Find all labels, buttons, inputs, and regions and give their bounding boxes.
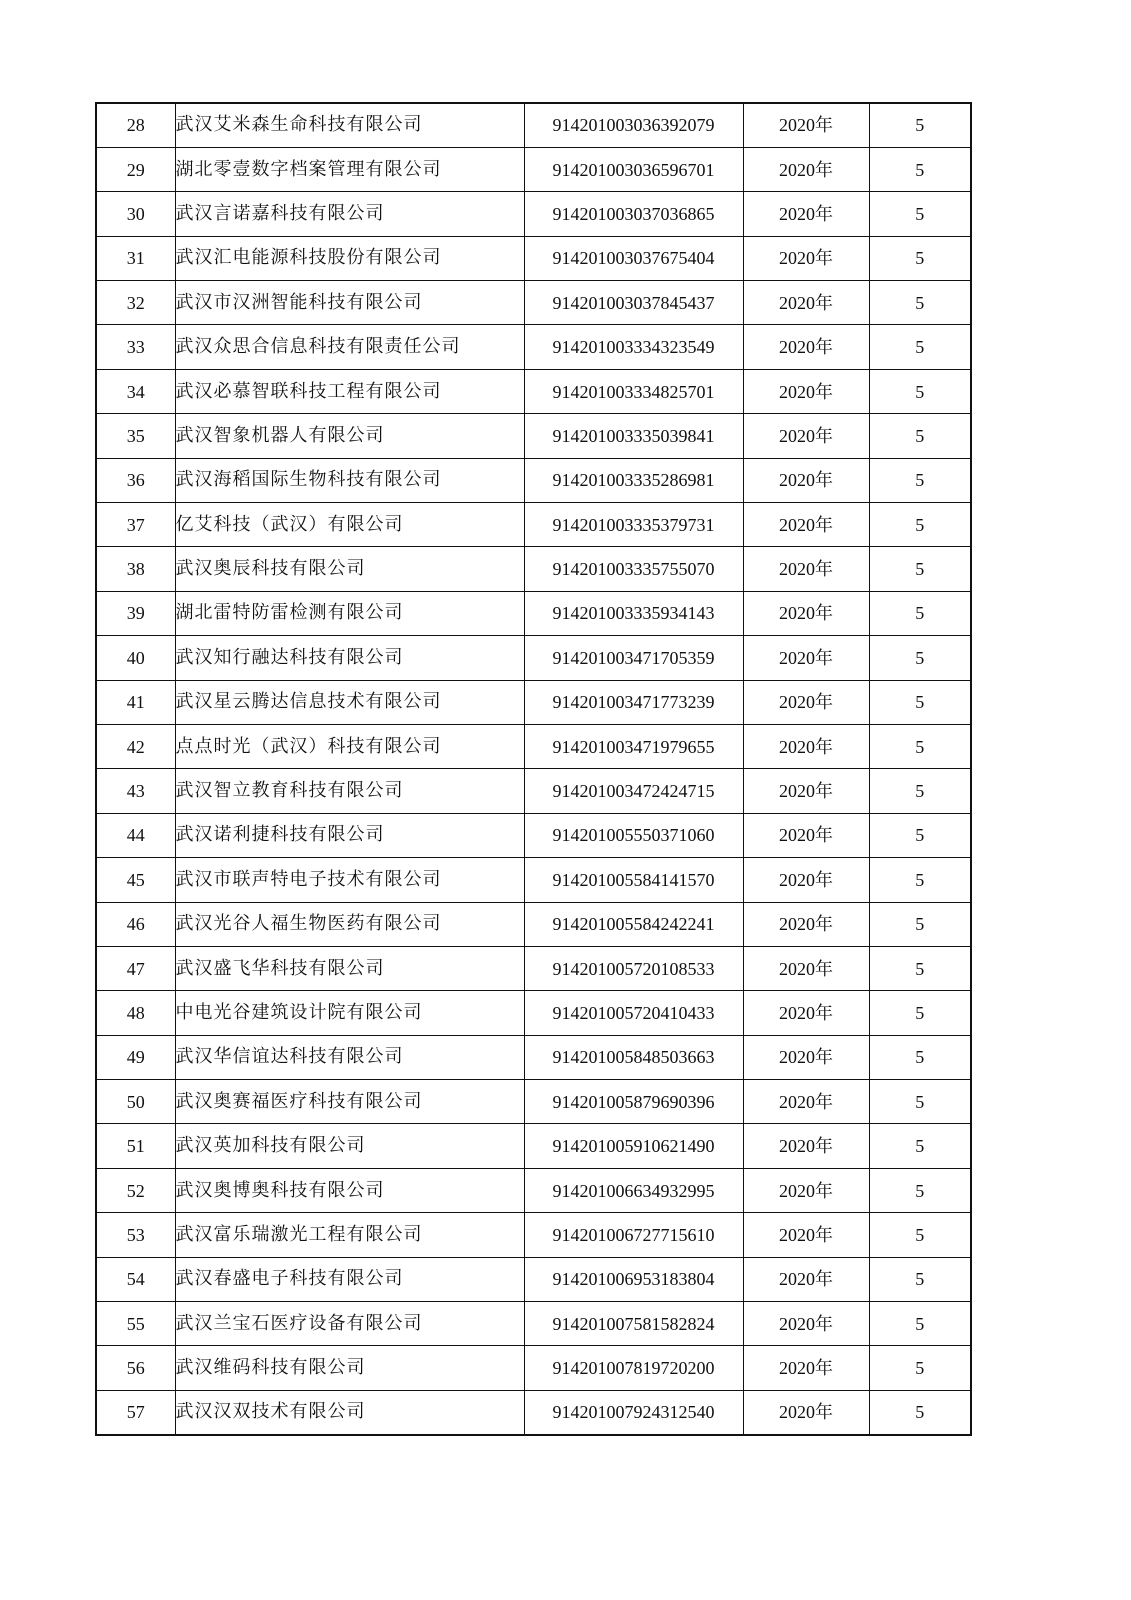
score-cell: 5	[869, 547, 971, 591]
year-cell: 2020年	[743, 1346, 869, 1390]
company-name-cell: 湖北雷特防雷检测有限公司	[175, 591, 524, 635]
year-cell: 2020年	[743, 325, 869, 369]
table-row	[96, 1346, 971, 1390]
row-index-cell: 35	[96, 414, 175, 458]
credit-code-cell: 914201005720410433	[524, 991, 743, 1035]
table-row	[96, 1124, 971, 1168]
score-cell: 5	[869, 858, 971, 902]
year-cell: 2020年	[743, 902, 869, 946]
company-name-cell: 武汉星云腾达信息技术有限公司	[175, 680, 524, 724]
score-cell: 5	[869, 769, 971, 813]
credit-code-cell: 914201005550371060	[524, 813, 743, 857]
year-cell: 2020年	[743, 281, 869, 325]
company-name-cell: 武汉众思合信息科技有限责任公司	[175, 325, 524, 369]
score-cell: 5	[869, 281, 971, 325]
score-cell: 5	[869, 1257, 971, 1301]
credit-code-cell: 914201005879690396	[524, 1080, 743, 1124]
company-name-cell: 武汉艾米森生命科技有限公司	[175, 103, 524, 147]
year-cell: 2020年	[743, 724, 869, 768]
table-row	[96, 103, 971, 147]
score-cell: 5	[869, 1124, 971, 1168]
year-cell: 2020年	[743, 414, 869, 458]
year-cell: 2020年	[743, 1035, 869, 1079]
score-cell: 5	[869, 192, 971, 236]
table-row	[96, 591, 971, 635]
table-row	[96, 1080, 971, 1124]
table-row	[96, 1257, 971, 1301]
credit-code-cell: 914201005584141570	[524, 858, 743, 902]
company-name-cell: 武汉奥博奥科技有限公司	[175, 1168, 524, 1212]
table-row	[96, 680, 971, 724]
credit-code-cell: 914201003036596701	[524, 147, 743, 191]
table-row	[96, 503, 971, 547]
company-name-cell: 湖北零壹数字档案管理有限公司	[175, 147, 524, 191]
score-cell: 5	[869, 1390, 971, 1434]
row-index-cell: 30	[96, 192, 175, 236]
score-cell: 5	[869, 1168, 971, 1212]
company-name-cell: 武汉春盛电子科技有限公司	[175, 1257, 524, 1301]
credit-code-cell: 914201003335755070	[524, 547, 743, 591]
company-name-cell: 点点时光（武汉）科技有限公司	[175, 724, 524, 768]
row-index-cell: 34	[96, 369, 175, 413]
score-cell: 5	[869, 369, 971, 413]
company-name-cell: 武汉诺利捷科技有限公司	[175, 813, 524, 857]
company-table	[95, 102, 972, 1436]
row-index-cell: 49	[96, 1035, 175, 1079]
year-cell: 2020年	[743, 591, 869, 635]
credit-code-cell: 914201006727715610	[524, 1213, 743, 1257]
company-name-cell: 武汉维码科技有限公司	[175, 1346, 524, 1390]
score-cell: 5	[869, 946, 971, 990]
score-cell: 5	[869, 680, 971, 724]
table-row	[96, 991, 971, 1035]
table-row	[96, 1035, 971, 1079]
credit-code-cell: 914201007819720200	[524, 1346, 743, 1390]
score-cell: 5	[869, 1302, 971, 1346]
year-cell: 2020年	[743, 458, 869, 502]
row-index-cell: 31	[96, 236, 175, 280]
credit-code-cell: 914201006634932995	[524, 1168, 743, 1212]
company-name-cell: 武汉知行融达科技有限公司	[175, 636, 524, 680]
table-row	[96, 325, 971, 369]
table-row	[96, 458, 971, 502]
row-index-cell: 44	[96, 813, 175, 857]
row-index-cell: 33	[96, 325, 175, 369]
credit-code-cell: 914201003471979655	[524, 724, 743, 768]
year-cell: 2020年	[743, 1080, 869, 1124]
score-cell: 5	[869, 1213, 971, 1257]
credit-code-cell: 914201003335934143	[524, 591, 743, 635]
credit-code-cell: 914201003037675404	[524, 236, 743, 280]
row-index-cell: 57	[96, 1390, 175, 1434]
row-index-cell: 46	[96, 902, 175, 946]
row-index-cell: 40	[96, 636, 175, 680]
company-name-cell: 武汉盛飞华科技有限公司	[175, 946, 524, 990]
year-cell: 2020年	[743, 769, 869, 813]
table-row	[96, 813, 971, 857]
year-cell: 2020年	[743, 858, 869, 902]
score-cell: 5	[869, 636, 971, 680]
year-cell: 2020年	[743, 1213, 869, 1257]
year-cell: 2020年	[743, 1390, 869, 1434]
year-cell: 2020年	[743, 636, 869, 680]
score-cell: 5	[869, 503, 971, 547]
score-cell: 5	[869, 1080, 971, 1124]
credit-code-cell: 914201003036392079	[524, 103, 743, 147]
score-cell: 5	[869, 724, 971, 768]
row-index-cell: 56	[96, 1346, 175, 1390]
score-cell: 5	[869, 458, 971, 502]
credit-code-cell: 914201005848503663	[524, 1035, 743, 1079]
score-cell: 5	[869, 991, 971, 1035]
credit-code-cell: 914201003037845437	[524, 281, 743, 325]
credit-code-cell: 914201003037036865	[524, 192, 743, 236]
row-index-cell: 43	[96, 769, 175, 813]
year-cell: 2020年	[743, 192, 869, 236]
company-name-cell: 武汉市汉洲智能科技有限公司	[175, 281, 524, 325]
year-cell: 2020年	[743, 680, 869, 724]
year-cell: 2020年	[743, 103, 869, 147]
table-row	[96, 769, 971, 813]
credit-code-cell: 914201003335379731	[524, 503, 743, 547]
score-cell: 5	[869, 1346, 971, 1390]
company-table-body	[96, 103, 971, 1435]
table-row	[96, 236, 971, 280]
company-name-cell: 武汉奥辰科技有限公司	[175, 547, 524, 591]
score-cell: 5	[869, 813, 971, 857]
row-index-cell: 32	[96, 281, 175, 325]
table-row	[96, 1213, 971, 1257]
year-cell: 2020年	[743, 236, 869, 280]
year-cell: 2020年	[743, 1257, 869, 1301]
row-index-cell: 55	[96, 1302, 175, 1346]
credit-code-cell: 914201003334323549	[524, 325, 743, 369]
company-name-cell: 中电光谷建筑设计院有限公司	[175, 991, 524, 1035]
score-cell: 5	[869, 236, 971, 280]
row-index-cell: 52	[96, 1168, 175, 1212]
year-cell: 2020年	[743, 1124, 869, 1168]
row-index-cell: 48	[96, 991, 175, 1035]
row-index-cell: 50	[96, 1080, 175, 1124]
row-index-cell: 28	[96, 103, 175, 147]
row-index-cell: 39	[96, 591, 175, 635]
company-name-cell: 武汉光谷人福生物医药有限公司	[175, 902, 524, 946]
score-cell: 5	[869, 147, 971, 191]
row-index-cell: 42	[96, 724, 175, 768]
year-cell: 2020年	[743, 991, 869, 1035]
year-cell: 2020年	[743, 369, 869, 413]
row-index-cell: 37	[96, 503, 175, 547]
table-row	[96, 1390, 971, 1434]
row-index-cell: 47	[96, 946, 175, 990]
credit-code-cell: 914201003334825701	[524, 369, 743, 413]
company-name-cell: 武汉市联声特电子技术有限公司	[175, 858, 524, 902]
score-cell: 5	[869, 591, 971, 635]
score-cell: 5	[869, 325, 971, 369]
row-index-cell: 45	[96, 858, 175, 902]
score-cell: 5	[869, 1035, 971, 1079]
table-row	[96, 281, 971, 325]
company-name-cell: 武汉富乐瑞激光工程有限公司	[175, 1213, 524, 1257]
year-cell: 2020年	[743, 503, 869, 547]
company-name-cell: 亿艾科技（武汉）有限公司	[175, 503, 524, 547]
credit-code-cell: 914201005720108533	[524, 946, 743, 990]
credit-code-cell: 914201006953183804	[524, 1257, 743, 1301]
row-index-cell: 36	[96, 458, 175, 502]
table-row	[96, 858, 971, 902]
company-name-cell: 武汉言诺嘉科技有限公司	[175, 192, 524, 236]
table-row	[96, 724, 971, 768]
score-cell: 5	[869, 414, 971, 458]
company-name-cell: 武汉英加科技有限公司	[175, 1124, 524, 1168]
year-cell: 2020年	[743, 1168, 869, 1212]
year-cell: 2020年	[743, 813, 869, 857]
company-name-cell: 武汉汇电能源科技股份有限公司	[175, 236, 524, 280]
table-row	[96, 192, 971, 236]
credit-code-cell: 914201003471773239	[524, 680, 743, 724]
year-cell: 2020年	[743, 946, 869, 990]
company-name-cell: 武汉智象机器人有限公司	[175, 414, 524, 458]
company-name-cell: 武汉奥赛福医疗科技有限公司	[175, 1080, 524, 1124]
table-row	[96, 902, 971, 946]
table-row	[96, 1168, 971, 1212]
company-name-cell: 武汉智立教育科技有限公司	[175, 769, 524, 813]
table-row	[96, 414, 971, 458]
row-index-cell: 29	[96, 147, 175, 191]
credit-code-cell: 914201003335039841	[524, 414, 743, 458]
credit-code-cell: 914201003472424715	[524, 769, 743, 813]
credit-code-cell: 914201003471705359	[524, 636, 743, 680]
table-row	[96, 369, 971, 413]
table-row	[96, 147, 971, 191]
row-index-cell: 38	[96, 547, 175, 591]
company-name-cell: 武汉华信谊达科技有限公司	[175, 1035, 524, 1079]
score-cell: 5	[869, 902, 971, 946]
score-cell: 5	[869, 103, 971, 147]
year-cell: 2020年	[743, 1302, 869, 1346]
company-name-cell: 武汉海稻国际生物科技有限公司	[175, 458, 524, 502]
row-index-cell: 53	[96, 1213, 175, 1257]
table-row	[96, 636, 971, 680]
row-index-cell: 51	[96, 1124, 175, 1168]
company-name-cell: 武汉汉双技术有限公司	[175, 1390, 524, 1434]
year-cell: 2020年	[743, 547, 869, 591]
credit-code-cell: 914201007924312540	[524, 1390, 743, 1434]
company-name-cell: 武汉兰宝石医疗设备有限公司	[175, 1302, 524, 1346]
table-row	[96, 1302, 971, 1346]
credit-code-cell: 914201005910621490	[524, 1124, 743, 1168]
credit-code-cell: 914201007581582824	[524, 1302, 743, 1346]
table-row	[96, 547, 971, 591]
row-index-cell: 41	[96, 680, 175, 724]
table-row	[96, 946, 971, 990]
credit-code-cell: 914201005584242241	[524, 902, 743, 946]
year-cell: 2020年	[743, 147, 869, 191]
credit-code-cell: 914201003335286981	[524, 458, 743, 502]
company-name-cell: 武汉必慕智联科技工程有限公司	[175, 369, 524, 413]
row-index-cell: 54	[96, 1257, 175, 1301]
